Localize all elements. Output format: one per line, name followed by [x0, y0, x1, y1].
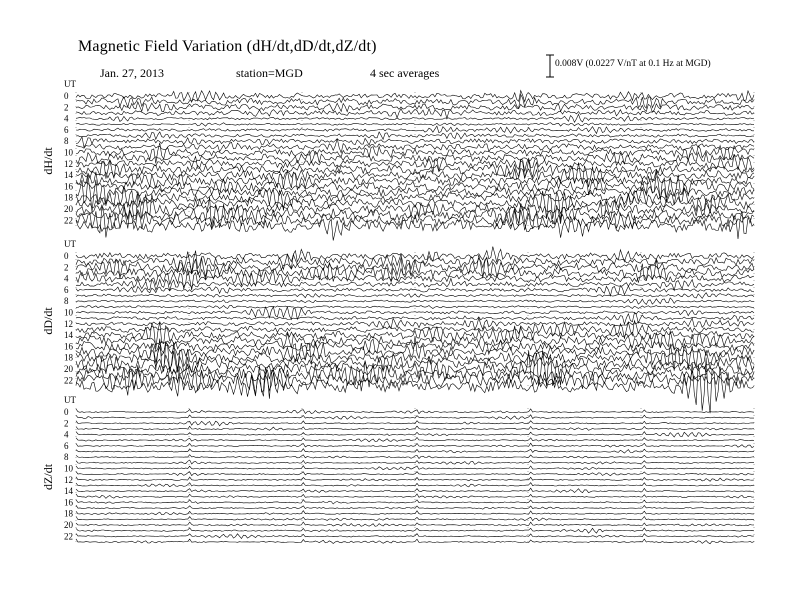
ut-tick-label: 14 [64, 330, 73, 341]
ut-tick-label: 10 [64, 147, 73, 158]
ut-tick-label: 16 [64, 181, 73, 192]
ut-tick-label: 12 [64, 474, 73, 485]
trace-line [76, 528, 754, 533]
ut-tick-label: 16 [64, 341, 73, 352]
panel-label: dD/dt [41, 307, 55, 335]
ut-tick-label: 14 [64, 170, 73, 181]
ut-axis-label: UT [64, 239, 76, 249]
ut-tick-label: 2 [64, 102, 69, 113]
chart-title: Magnetic Field Variation (dH/dt,dD/dt,dZ/dt) [78, 38, 377, 55]
ut-tick-label: 8 [64, 136, 69, 147]
ut-tick-label: 20 [64, 204, 73, 214]
ut-tick-label: 20 [64, 364, 73, 374]
ut-tick-label: 22 [64, 375, 73, 386]
trace-line [76, 114, 754, 122]
ut-tick-label: 18 [64, 508, 73, 519]
trace-line [76, 516, 754, 520]
trace-line [76, 197, 754, 230]
trace-line [76, 421, 754, 426]
trace-line [76, 206, 754, 237]
ut-tick-label: 0 [64, 251, 69, 261]
scale-bar-icon [546, 55, 554, 77]
ut-tick-label: 0 [64, 407, 69, 417]
ut-tick-label: 10 [64, 463, 73, 474]
station-label: station=MGD [236, 66, 303, 80]
ut-tick-label: 6 [64, 440, 69, 451]
trace-line [76, 472, 754, 476]
ut-tick-label: 4 [64, 273, 69, 284]
trace-line [76, 477, 754, 482]
ut-tick-label: 18 [64, 352, 73, 363]
ut-tick-label: 22 [64, 215, 73, 226]
ut-tick-label: 14 [64, 486, 73, 497]
panel-label: dH/dt [41, 147, 55, 175]
trace-line [76, 511, 754, 515]
trace-line [76, 251, 754, 273]
trace-line [76, 293, 754, 299]
ut-tick-label: 2 [64, 418, 69, 429]
ut-tick-label: 12 [64, 318, 73, 329]
ut-tick-label: 10 [64, 307, 73, 318]
trace-line [76, 191, 754, 221]
ut-axis-label: UT [64, 395, 76, 405]
trace-line [76, 494, 754, 498]
trace-line [76, 438, 754, 442]
ut-tick-label: 0 [64, 91, 69, 101]
trace-line [76, 500, 754, 504]
ut-tick-label: 2 [64, 262, 69, 273]
ut-tick-label: 20 [64, 520, 73, 530]
date-label: Jan. 27, 2013 [100, 66, 164, 80]
ut-tick-label: 6 [64, 124, 69, 135]
ut-tick-label: 12 [64, 158, 73, 169]
ut-tick-label: 4 [64, 429, 69, 440]
trace-line [76, 539, 754, 544]
ut-tick-label: 8 [64, 452, 69, 463]
ut-tick-label: 8 [64, 296, 69, 307]
trace-line [76, 123, 754, 127]
ut-tick-label: 4 [64, 113, 69, 124]
ut-tick-label: 18 [64, 192, 73, 203]
trace-line [76, 132, 754, 140]
ut-tick-label: 22 [64, 531, 73, 542]
panel-dz-dt [41, 395, 754, 546]
panel-dh-dt [41, 79, 754, 241]
scale-note: 0.008V (0.0227 V/nT at 0.1 Hz at MGD) [555, 59, 711, 69]
trace-line [76, 505, 754, 509]
trace-line [76, 466, 754, 470]
trace-line [76, 522, 754, 526]
trace-line [76, 483, 754, 487]
ut-tick-label: 6 [64, 284, 69, 295]
ut-axis-label: UT [64, 79, 76, 89]
ut-tick-label: 16 [64, 497, 73, 508]
panel-label: dZ/dt [41, 463, 55, 490]
trace-line [76, 409, 754, 414]
trace-line [76, 460, 754, 464]
panel-dd-dt [41, 239, 754, 413]
averaging-label: 4 sec averages [370, 66, 440, 80]
